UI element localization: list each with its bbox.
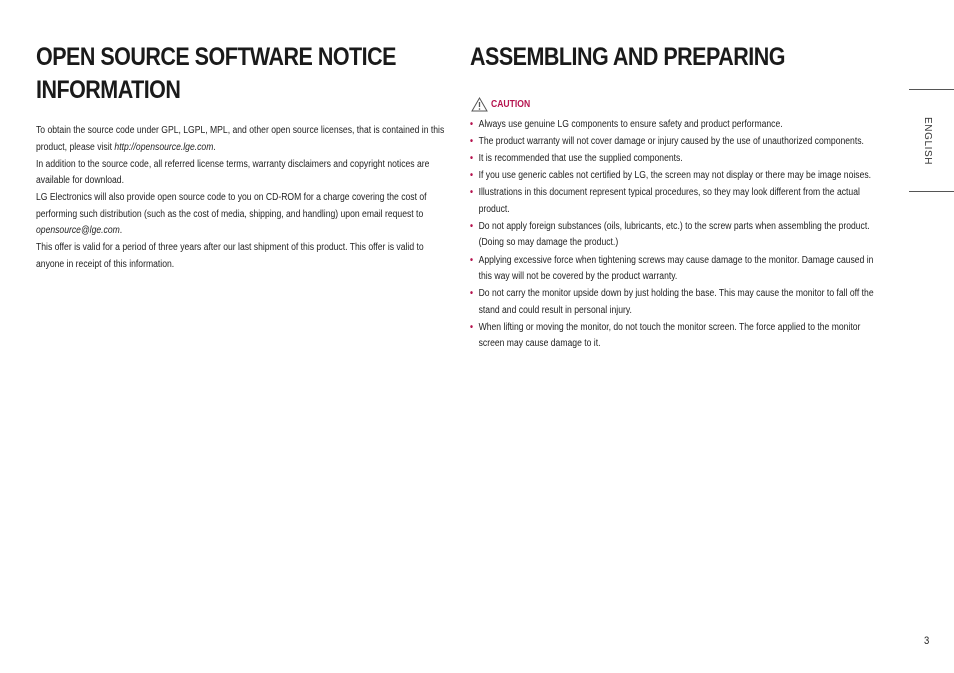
caution-item [470, 219, 885, 252]
caution-item-text: Illustrations in this document represent typical procedures, so they may look different from the actual product. [478, 187, 860, 215]
caution-item-text: It is recommended that use the supplied components. [478, 153, 683, 165]
caution-list [470, 117, 885, 353]
side-tab-divider-top [909, 89, 954, 90]
caution-item [470, 253, 885, 286]
caution-item-text: The product warranty will not cover damage or injury caused by the use of unauthorized components. [478, 136, 864, 148]
open-source-notice-body [36, 123, 453, 274]
caution-item [470, 286, 885, 319]
title-line-2: INFORMATION [36, 76, 181, 104]
bullet-icon: • [470, 187, 474, 199]
caution-label: CAUTION [491, 98, 531, 110]
caution-item [470, 168, 885, 185]
warning-triangle-icon [471, 97, 488, 112]
caution-item-text: Do not apply foreign substances (oils, lubricants, etc.) to the screw parts when assembling the product. (Doing so may damage the product.) [478, 220, 870, 249]
side-tab-divider-bottom [909, 191, 954, 192]
caution-item-text: Do not carry the monitor upside down by just holding the base. This may cause the monitor to fall off the stand and could result in personal injury. [478, 288, 874, 316]
caution-item-text: When lifting or moving the monitor, do not touch the monitor screen. The force applied to the monitor screen may cause damage to it. [478, 321, 861, 350]
paragraph-source-code [36, 123, 453, 156]
bullet-icon: • [470, 254, 474, 266]
section-title-assembling: ASSEMBLING AND PREPARING [470, 43, 785, 71]
caution-item-text: If you use generic cables not certified by LG, the screen may not display or there may be image noises. [478, 170, 872, 182]
bullet-icon: • [470, 288, 474, 300]
title-line-1: OPEN SOURCE SOFTWARE NOTICE [36, 43, 396, 71]
caution-item-text: Always use genuine LG components to ensure safety and product performance. [478, 119, 783, 130]
paragraph-text: To obtain the source code under GPL, LGPL, MPL, and other open source licenses, that is contained in this product, please visit [36, 125, 445, 153]
paragraph-license-terms: In addition to the source code, all referred license terms, warranty disclaimers and copyright notices are available for download. [36, 158, 430, 186]
paragraph-offer-validity: This offer is valid for a period of three years after our last shipment of this product. This offer is valid to anyone in receipt of this information. [36, 242, 424, 270]
punctuation: . [213, 141, 216, 153]
bullet-icon: • [470, 153, 474, 165]
page-number: 3 [924, 635, 930, 647]
bullet-icon: • [470, 321, 474, 333]
opensource-email-link[interactable]: opensource@lge.com [36, 225, 120, 236]
punctuation: . [119, 225, 123, 236]
bullet-icon: • [470, 170, 474, 182]
caution-item [470, 320, 885, 353]
caution-header [471, 95, 537, 113]
bullet-icon: • [470, 220, 474, 232]
paragraph-cd-rom [36, 190, 453, 240]
paragraph-text: LG Electronics will also provide open source code to you on CD-ROM for a charge covering the cost of performing such distribution (such as the cost of media, shipping, and handling) upon email request to [36, 192, 427, 220]
caution-item [470, 185, 885, 218]
bullet-icon: • [470, 136, 474, 148]
caution-item-text: Applying excessive force when tightening screws may cause damage to the monitor. Damage caused in this way will not be covered by the product warranty. [478, 254, 874, 283]
opensource-url-link[interactable]: http://opensource.lge.com [114, 141, 214, 153]
bullet-icon: • [470, 119, 474, 130]
caution-item [470, 151, 885, 168]
caution-item [470, 134, 885, 151]
caution-item [470, 117, 885, 134]
section-title-open-source [36, 41, 440, 107]
language-tab: ENGLISH [922, 117, 933, 166]
